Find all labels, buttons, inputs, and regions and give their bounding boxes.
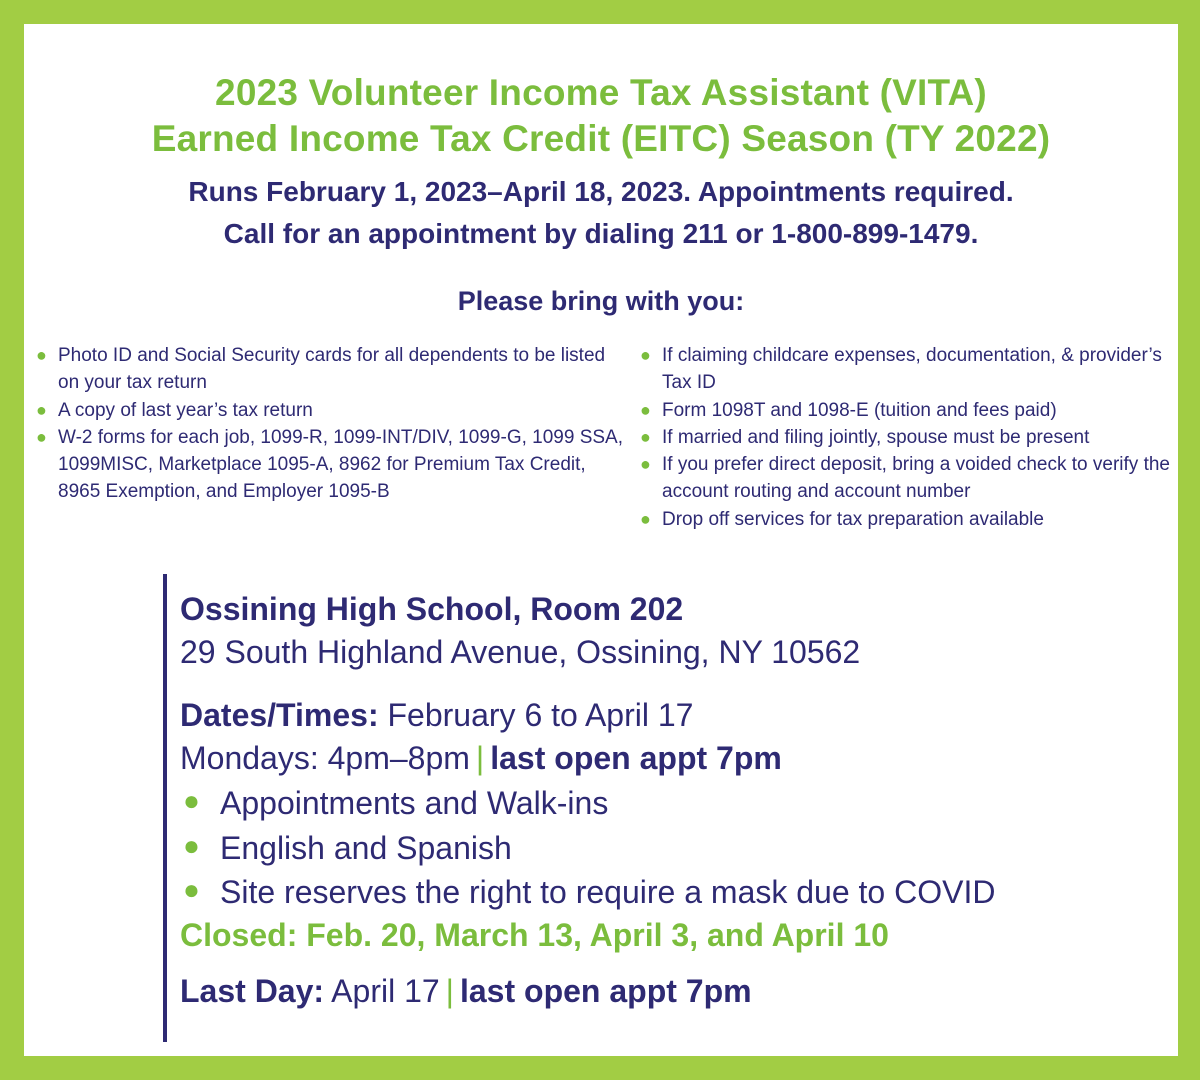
site-address: 29 South Highland Avenue, Ossining, NY 10562 [180, 634, 861, 670]
title-line-2: Earned Income Tax Credit (EITC) Season (TY 2022) [151, 118, 1051, 159]
last-appt-time: last open appt 7pm [490, 740, 782, 776]
bullet-icon: ● [183, 829, 200, 861]
last-day-appt: last open appt 7pm [459, 973, 752, 1009]
list-item: ● If married and filing jointly, spouse must be present [640, 424, 1172, 451]
title-line-1: 2023 Volunteer Income Tax Assistant (VITA) [215, 72, 987, 113]
bullet-icon: ● [183, 874, 200, 905]
list-item: ● Drop off services for tax preparation available [640, 506, 1172, 533]
list-item: ● English and Spanish [180, 826, 995, 871]
call-for-appointment-line: Call for an appointment by dialing 211 or 1-800-899-1479. [223, 218, 979, 249]
list-item: ● If claiming childcare expenses, documentation, & provider’s Tax ID [640, 342, 1172, 397]
bullet-icon: ● [640, 426, 651, 447]
site-name: Ossining High School, Room 202 [180, 591, 684, 627]
bullet-icon: ● [640, 454, 651, 475]
dates-value: February 6 to April 17 [387, 697, 694, 733]
bullet-icon: ● [36, 426, 47, 447]
flyer-panel [24, 24, 1178, 1056]
list-item: ● Site reserves the right to require a mask due to COVID [180, 870, 995, 915]
last-day [180, 970, 1170, 1012]
bullet-icon: ● [640, 345, 651, 365]
separator: | [445, 973, 454, 1009]
bring-list-right [640, 342, 1172, 533]
site-hours [180, 737, 1170, 779]
list-item: ● W-2 forms for each job, 1099-R, 1099-INT/DIV, 1099-G, 1099 SSA, 1099MISC, Marketplace 1095-A, 8962 for Premium Tax Credit, 8965 Exemption, and Employer 1095-B [36, 424, 626, 506]
list-item: ● Photo ID and Social Security cards for all dependents to be listed on your tax return [36, 342, 626, 397]
list-item: ● Appointments and Walk-ins [180, 781, 995, 826]
bullet-icon: ● [183, 785, 200, 816]
site-dates [180, 694, 1170, 736]
list-item: ● A copy of last year’s tax return [36, 397, 626, 424]
bullet-icon: ● [36, 399, 47, 420]
bullet-icon: ● [640, 399, 651, 420]
separator: | [475, 740, 485, 776]
bring-heading: Please bring with you: [457, 286, 745, 316]
dates-label: Dates/Times: [180, 697, 379, 733]
last-day-label: Last Day: [180, 973, 325, 1009]
bullet-icon: ● [36, 345, 47, 365]
bring-list-left [36, 342, 626, 506]
runs-dates-line: Runs February 1, 2023–April 18, 2023. Appointments required. [188, 176, 1014, 207]
last-day-value: April 17 [331, 973, 440, 1009]
site-divider-bar [163, 574, 167, 1042]
list-item: ● If you prefer direct deposit, bring a voided check to verify the account routing and account number [640, 451, 1172, 506]
closed-dates: Closed: Feb. 20, March 13, April 3, and April 10 [180, 917, 889, 953]
site-bullets [180, 781, 995, 915]
list-item: ● Form 1098T and 1098-E (tuition and fees paid) [640, 397, 1172, 424]
mondays-hours: Mondays: 4pm–8pm [180, 740, 470, 776]
bullet-icon: ● [640, 508, 651, 529]
